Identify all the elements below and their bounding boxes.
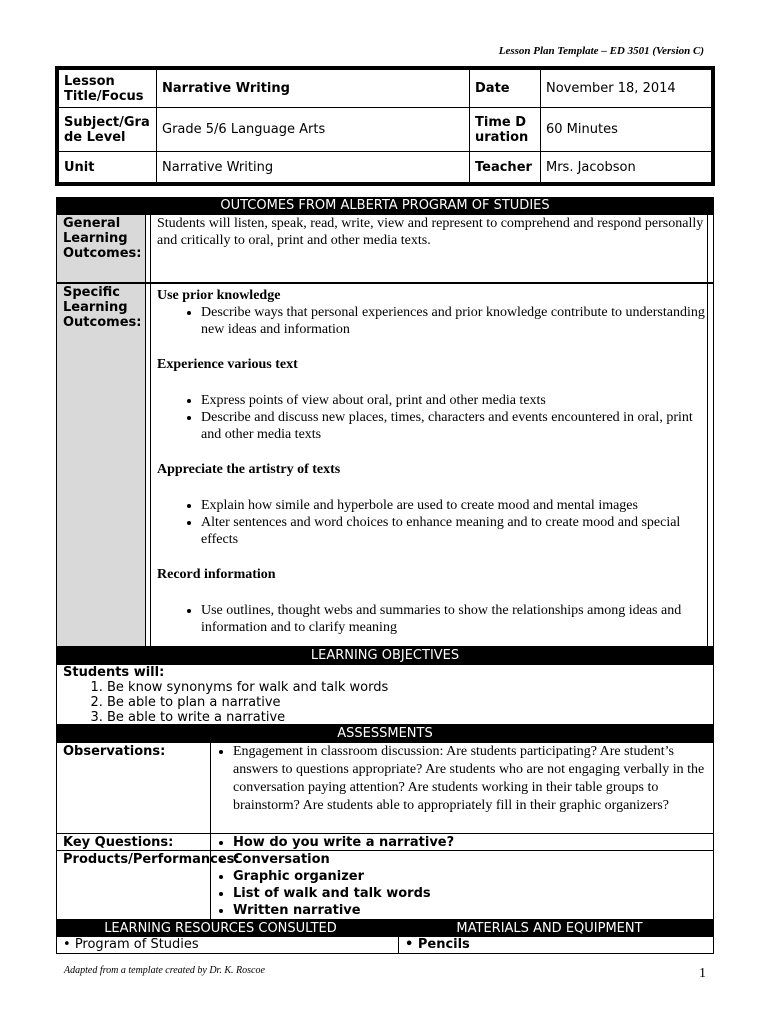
subject-value: Grade 5/6 Language Arts [157, 108, 470, 152]
product-item: • Written narrative [233, 902, 707, 919]
objective-item: 1. Be know synonyms for walk and talk words [107, 680, 713, 695]
teacher-label: Teacher [470, 152, 541, 183]
template-title: Lesson Plan Template – ED 3501 (Version C) [498, 45, 704, 57]
section-title: Use prior knowledge [157, 288, 281, 303]
product-item: • Conversation [233, 851, 707, 868]
teacher-value: Mrs. Jacobson [541, 152, 712, 183]
specific-outcomes-row [56, 283, 714, 647]
resource-right-text: Pencils [417, 937, 470, 952]
outcomes-heading: OUTCOMES FROM ALBERTA PROGRAM OF STUDIES [56, 197, 714, 214]
product-item: • List of walk and talk words [233, 885, 707, 902]
products-label: Products/Performances: [57, 851, 211, 919]
time-label: Time Duration [470, 108, 541, 152]
resources-heading-left: LEARNING RESOURCES CONSULTED [104, 921, 337, 936]
subject-label: Subject/Grade Level [59, 108, 157, 152]
resources-row [56, 937, 714, 954]
resource-left: • Program of Studies [57, 937, 399, 953]
general-outcomes-text [150, 214, 714, 283]
general-outcomes-row [56, 214, 714, 283]
objectives-intro: Students will: [63, 665, 165, 680]
lesson-title-value: Narrative Writing [157, 70, 470, 108]
unit-label: Unit [59, 152, 157, 183]
objective-item: 3. Be able to write a narrative [107, 710, 713, 725]
specific-outcomes-label: Specific Learning Outcomes: [56, 283, 146, 647]
section-title: Appreciate the artistry of texts [157, 462, 341, 477]
products-row [56, 851, 714, 920]
page-number: 1 [699, 966, 706, 981]
date-value: November 18, 2014 [541, 70, 712, 108]
footer-note: Adapted from a template created by Dr. K. Roscoe [64, 965, 265, 976]
outcome-item: • Alter sentences and word choices to enhance meaning and to create mood and special effects [201, 514, 707, 548]
section-title: Record information [157, 567, 276, 582]
product-item: • Graphic organizer [233, 868, 707, 885]
assessments-heading: ASSESSMENTS [56, 725, 714, 742]
outcome-item: • Use outlines, thought webs and summaries to show the relationships among ideas and information and to clarify meaning [201, 602, 707, 636]
lesson-title-label: Lesson Title/Focus [59, 70, 157, 108]
objective-item: 2. Be able to plan a narrative [107, 695, 713, 710]
time-value: 60 Minutes [541, 108, 712, 152]
unit-value: Narrative Writing [157, 152, 470, 183]
resource-right: • Pencils [405, 937, 470, 952]
key-questions-label: Key Questions: [57, 834, 211, 850]
observations-label: Observations: [57, 743, 211, 833]
general-outcomes-paragraph: Students will listen, speak, read, write, view and represent to comprehend and respond personally and critically to oral, print and other media texts. [157, 216, 704, 248]
objectives-box [56, 664, 714, 725]
section-title: Experience various text [157, 357, 298, 372]
specific-outcomes-body [150, 283, 714, 647]
observations-row [56, 742, 714, 834]
general-outcomes-label: General Learning Outcomes: [56, 214, 146, 283]
key-question-item: • How do you write a narrative? [233, 834, 707, 851]
resources-heading-right: MATERIALS AND EQUIPMENT [456, 921, 643, 936]
outcome-item: • Describe ways that personal experiences and prior knowledge contribute to understanding new ideas and information [201, 304, 707, 338]
date-label: Date [470, 70, 541, 108]
key-questions-row [56, 834, 714, 851]
lesson-info-table [55, 66, 715, 186]
objectives-heading: LEARNING OBJECTIVES [56, 647, 714, 664]
observations-text: • Engagement in classroom discussion: Are students participating? Are student’s answers to questions appropriate? Are students who are not engaging verbally in the conversation paying attention? Are students working in their table groups to brainstorm? Are students able to appropriately fill in their graphic organizers? [233, 743, 707, 815]
outcome-item: • Express points of view about oral, print and other media texts [201, 392, 707, 409]
outcome-item: • Describe and discuss new places, times, characters and events encountered in oral, print and other media texts [201, 409, 707, 443]
resources-heading [56, 920, 714, 937]
resource-left-text: Program of Studies [74, 937, 199, 952]
outcome-item: • Explain how simile and hyperbole are used to create mood and mental images [201, 497, 707, 514]
